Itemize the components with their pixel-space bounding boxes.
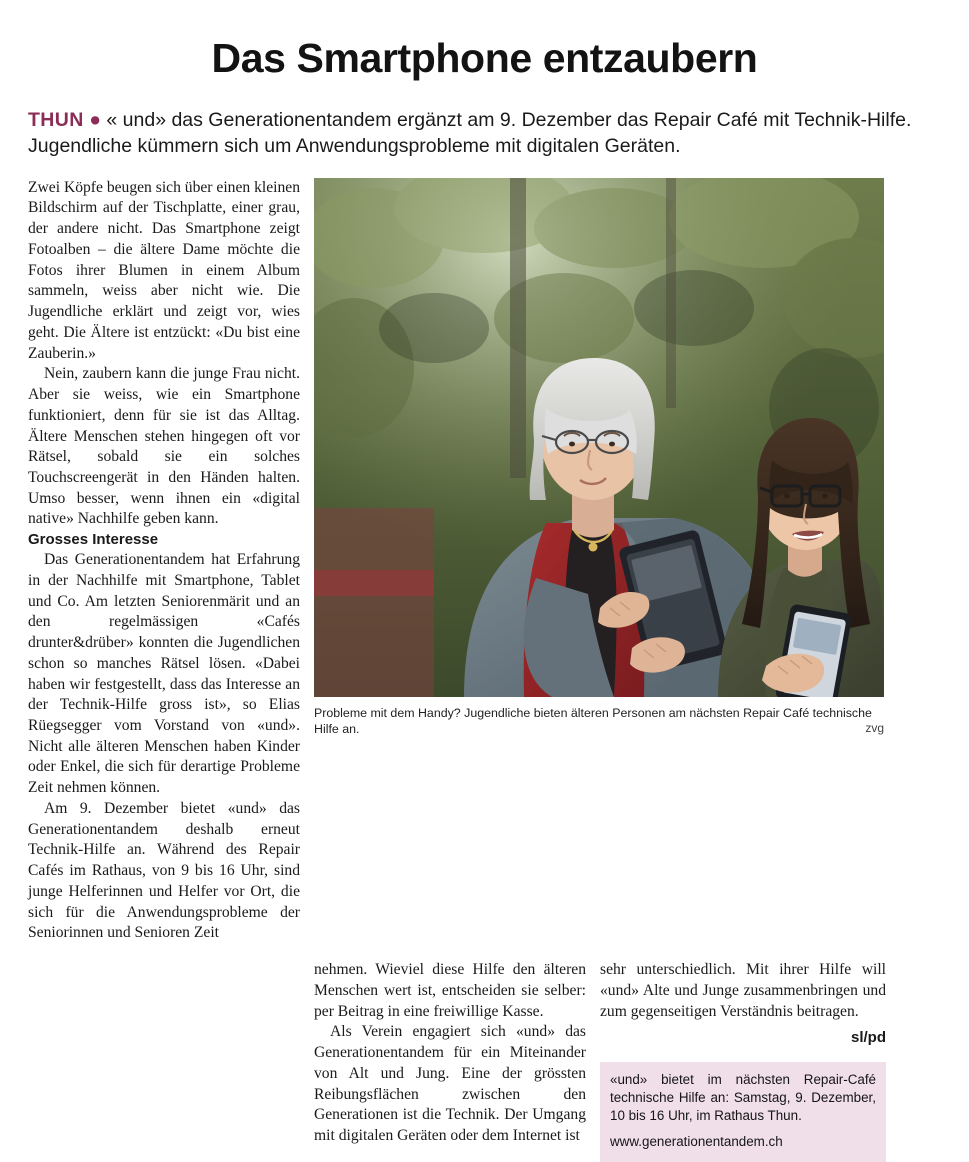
- newspaper-article-page: [0, 35, 969, 1150]
- paragraph: sehr unterschiedlich. Mit ihrer Hilfe will «und» Alte und Junge zusammenbringen und zum gegenseitigen Verständnis beitragen.: [600, 961, 886, 1020]
- column-three: [600, 960, 886, 1162]
- page-title: Das Smartphone entzaubern: [211, 35, 758, 81]
- lead-text: « und» das Generationentandem ergänzt am 9. Dezember das Repair Café mit Technik-Hilfe. Jugendliche kümmern sich um Anwendungsprobleme mit digitalen Geräten.: [28, 109, 912, 158]
- caption-text: Probleme mit dem Handy? Jugendliche bieten älteren Personen am nächsten Repair Café technische Hilfe an.: [314, 705, 872, 736]
- bottom-block: [28, 960, 941, 1162]
- dateline-bullet: ●: [89, 109, 101, 132]
- paragraph: Am 9. Dezember bietet «und» das Generationentandem deshalb erneut Technik-Hilfe an. Während des Repair Cafés im Rathaus, von 9 bis 16 Uhr, sind junge Helferinnen und Helfer vor Ort, die sich für die Anwendungsprobleme der Seniorinnen und Senioren Zeit: [28, 799, 300, 942]
- top-block: [28, 178, 941, 944]
- photo-credit: zvg: [865, 721, 884, 736]
- column-two: [314, 960, 600, 1147]
- info-box-url[interactable]: www.generationentandem.ch: [610, 1134, 783, 1150]
- paragraph: Als Verein engagiert sich «und» das Generationentandem für ein Miteinander von Alt und Jung. Eine der grössten Reibungsflächen zwischen den Generationen ist die Technik. Der Umgang mit digitalen Geräten oder dem Internet ist: [314, 1023, 586, 1144]
- photo-block: [314, 178, 941, 737]
- article-body: [28, 178, 941, 1162]
- paragraph: Nein, zaubern kann die junge Frau nicht. Aber sie weiss, wie ein Smartphone funktioniert, denn für sie ist das Alltag. Ältere Menschen stehen hingegen oft vor Rätsel, sobald sie ein solches Touchscreengerät in den Händen halten. Umso besser, wenn ihnen ein «digital native» Nachhilfe geben kann.: [28, 365, 300, 528]
- article-photo: [314, 178, 884, 697]
- paragraph: nehmen. Wieviel diese Hilfe den älteren Menschen wert ist, entscheiden sie selber: per Beitrag in eine freiwillige Kasse.: [314, 961, 586, 1020]
- photo-caption: [314, 705, 884, 737]
- column-one: [28, 178, 314, 944]
- lead-paragraph: [28, 107, 941, 160]
- paragraph: Das Generationentandem hat Erfahrung in der Nachhilfe mit Smartphone, Tablet und Co. Am letzten Seniorenmärit und an den regelmässigen «Cafés drunter&drüber» konnten die Jugendlichen schon so manches Rätsel lösen. «Dabei haben wir festgestellt, dass das Interesse an der Technik-Hilfe gross ist», so Elias Rüegsegger vom Vorstand von «und». Nicht alle älteren Menschen haben Kinder oder Enkel, die sich für derartige Probleme Zeit nehmen können.: [28, 551, 300, 797]
- dateline-place: THUN: [28, 109, 84, 132]
- info-box-text: «und» bietet im nächsten Repair-Café technische Hilfe an: Samstag, 9. Dezember, 10 bis 16 Uhr, im Rathaus Thun.: [610, 1072, 876, 1123]
- byline-signature: sl/pd: [850, 1029, 886, 1047]
- subheading: Grosses Interesse: [28, 531, 159, 549]
- info-box: [600, 1062, 886, 1162]
- paragraph: Zwei Köpfe beugen sich über einen kleinen Bildschirm auf der Tischplatte, einer grau, der andere nicht. Das Smartphone zeigt Fotoalben – die ältere Dame möchte die Fotos ihrer Blumen in einem Album sammeln, weiss aber nicht wie. Die Jugendliche erklärt und zeigt vor, wies geht. Die Ältere ist entzückt: «Du bist eine Zauberin.»: [28, 178, 300, 362]
